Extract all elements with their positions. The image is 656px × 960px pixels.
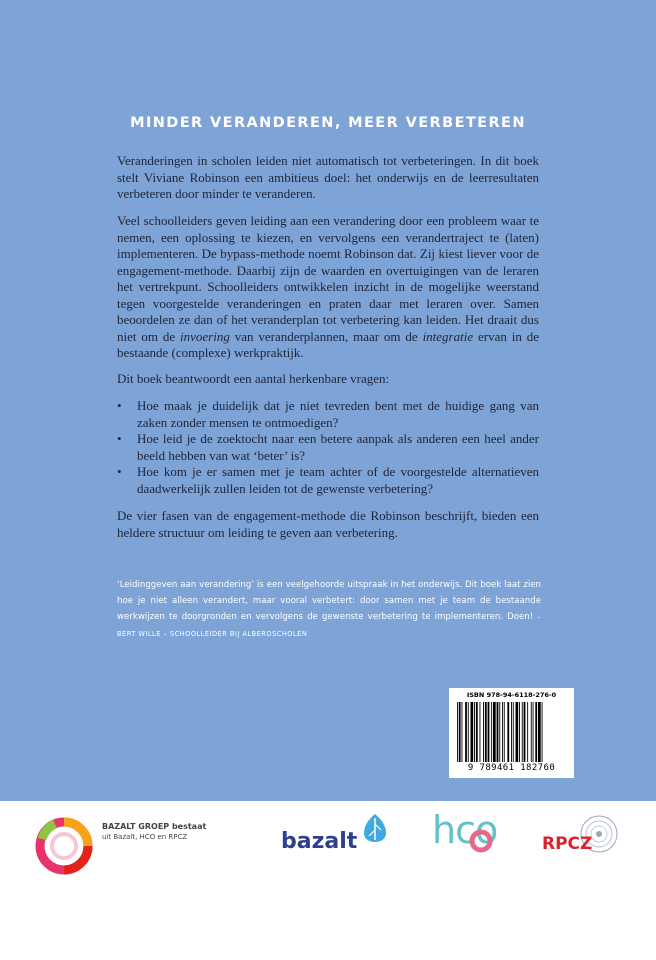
bazalt-leaf-icon <box>362 812 388 844</box>
method-text-part2: van veranderplannen, maar om de <box>229 328 423 344</box>
bullet-icon: • <box>117 431 122 446</box>
barcode-bar <box>522 702 523 762</box>
bazalt-groep-ring-icon <box>33 815 95 877</box>
method-paragraph-text <box>117 213 539 362</box>
closing-paragraph <box>117 508 539 541</box>
bazalt-groep-line2: uit Bazalt, HCO en RPCZ <box>102 833 188 841</box>
barcode-bar <box>457 702 458 762</box>
question-text: Hoe maak je duidelijk dat je niet tevreden bent met de huidige gang van zaken zonder mensen te ontmoedigen? <box>137 398 539 430</box>
endorsement-quote <box>117 577 541 642</box>
list-item <box>117 398 539 431</box>
barcode-bar <box>507 702 509 762</box>
barcode-bar <box>493 702 496 762</box>
method-text-emphasis-integratie: integratie <box>422 328 474 344</box>
isbn-barcode <box>449 688 574 778</box>
bazalt-logo-text: bazalt <box>281 829 358 854</box>
barcode-bar <box>476 702 478 762</box>
barcode-bar <box>531 702 532 762</box>
closing-paragraph-text: De vier fasen van de engagement-methode die Robinson beschrijft, bieden een heldere structuur om leiding te geven aan verbetering. <box>117 508 539 540</box>
list-item <box>117 464 539 497</box>
method-text-part3: ervan in de bestaande (complexe) werkpraktijk. <box>117 328 539 360</box>
barcode-bar <box>504 702 505 762</box>
barcode-bar <box>538 702 541 762</box>
barcode-bar <box>462 702 463 762</box>
barcode-bar <box>519 702 520 762</box>
isbn-label: ISBN 978-94-6118-276-0 <box>466 691 557 699</box>
barcode-bar <box>480 702 481 762</box>
question-text: Hoe kom je er samen met je team achter of de voorgestelde alternatieven daadwerkelijk zullen leiden tot de gewenste verbetering? <box>137 464 539 496</box>
rpcz-logo-text: RPCZ <box>542 834 593 854</box>
bazalt-groep-line1: BAZALT GROEP bestaat <box>102 822 207 831</box>
quote-attribution: – BERT WILLE – SCHOOLLEIDER BIJ ALBEROSCHOLEN <box>117 613 541 638</box>
barcode-bar <box>513 702 514 762</box>
barcode-bar <box>516 702 519 762</box>
intro-paragraph <box>117 153 539 203</box>
hco-circle-icon <box>468 828 494 854</box>
method-text-part1: Veel schoolleiders geven leiding aan een verandering door een probleem waar te nemen, een oplossing te kiezen, en vervolgens een verandertraject te (laten) implementeren. De bypass-methode noemt Robinson dat. Zij kiest liever voor de engagement-methode. Daarbij zijn de waarden en overtuigingen van de leraren het vertrekpunt. Schoolleiders ontwikkelen inzicht in de mogelijke weerstand tegen voorgestelde veranderingen en praten daar met leraren over. Samen beoordelen ze dan of het veranderplan tot verbetering kan leiden. Het draait dus niet om de <box>117 213 539 344</box>
barcode-bar <box>483 702 484 762</box>
questions-intro <box>117 371 539 388</box>
barcode-bar <box>497 702 499 762</box>
barcode-bar <box>535 702 537 762</box>
question-text: Hoe leid je de zoektocht naar een betere aanpak als anderen een heel ander beeld hebben van wat ‘beter’ is? <box>137 431 539 463</box>
barcode-bar <box>471 702 474 762</box>
barcode-bar <box>524 702 526 762</box>
list-item <box>117 431 539 464</box>
hco-logo-text: hco <box>432 808 498 852</box>
barcode-bar <box>542 702 543 762</box>
quote-text: ‘Leidinggeven aan verandering’ is een veelgehoorde uitspraak in het onderwijs. Dit boek laat zien hoe je niet alleen verandert, maar vooral verbetert: door samen met je team de bestaande werkwijzen te doorgronden en vervolgens de gewenste verbetering te implementeren. Doen! <box>117 580 541 623</box>
barcode-bar <box>465 702 467 762</box>
bazalt-groep-text <box>102 821 222 843</box>
barcode-bar <box>533 702 534 762</box>
questions-intro-text: Dit boek beantwoordt een aantal herkenbare vragen: <box>117 371 390 386</box>
barcode-bar <box>468 702 469 762</box>
barcode-bar <box>485 702 487 762</box>
barcode-bar <box>488 702 490 762</box>
method-text-emphasis-invoering: invoering <box>180 328 230 344</box>
barcode-bar <box>491 702 492 762</box>
barcode-digits: 9 789461 182760 <box>467 763 556 773</box>
barcode-bar <box>459 702 461 762</box>
barcode-bar <box>527 702 528 762</box>
cover-title: MINDER VERANDEREN, MEER VERBETEREN <box>130 115 526 131</box>
barcode-bar <box>511 702 512 762</box>
questions-list <box>117 398 539 497</box>
barcode-bar <box>502 702 503 762</box>
barcode-bar <box>499 702 500 762</box>
barcode-bars <box>457 702 566 764</box>
bullet-icon: • <box>117 398 122 413</box>
bullet-icon: • <box>117 464 122 479</box>
barcode-bar <box>474 702 475 762</box>
method-paragraph <box>117 213 539 362</box>
intro-paragraph-text: Veranderingen in scholen leiden niet automatisch tot verbeteringen. In dit boek stelt Viviane Robinson een ambitieus doel: het onderwijs en de leerresultaten verbeteren door minder te veranderen. <box>117 153 539 201</box>
